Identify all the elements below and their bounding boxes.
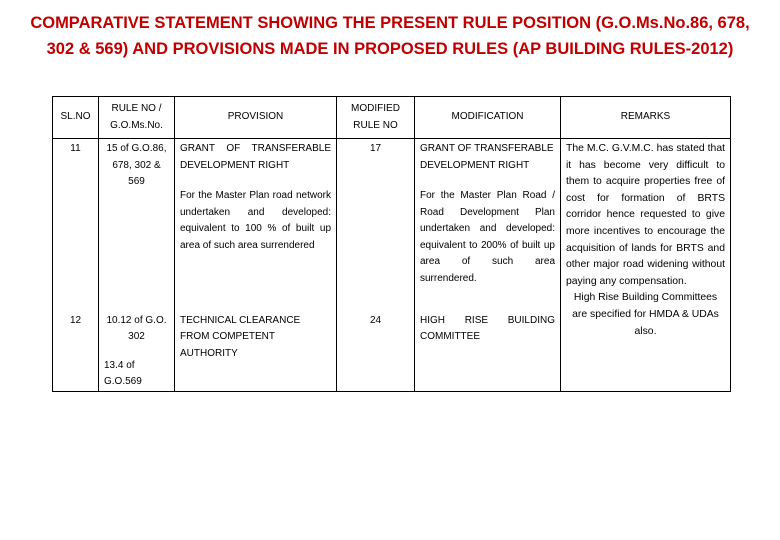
table-row (53, 139, 731, 305)
row-modified-rule-no: 24 (337, 305, 415, 392)
header-rule-no: RULE NO / G.O.Ms.No. (99, 97, 175, 139)
row-provision (175, 139, 337, 305)
header-sl-no: SL.NO (53, 97, 99, 139)
header-row (53, 97, 731, 139)
row-modification: HIGH RISE BUILDING COMMITTEE (415, 305, 561, 392)
document-title: COMPARATIVE STATEMENT SHOWING THE PRESENT RULE POSITION (G.O.Ms.No.86, 678, 302 & 569) AND PROVISIONS MADE IN PROPOSED RULES (AP BUILDING RULES-2012) (30, 14, 750, 58)
modification-body: For the Master Plan Road / Road Development Plan undertaken and developed: equivalent to 200% of built up area of such area surrendered. (420, 190, 555, 284)
row-rule-no (99, 305, 175, 392)
header-remarks: REMARKS (561, 97, 731, 139)
row-modification (415, 139, 561, 305)
row-sl-no: 11 (53, 139, 99, 305)
header-provision: PROVISION (175, 97, 337, 139)
provision-body: For the Master Plan road network undertaken and developed: equivalent to 100 % of built up area of such area surrendered (180, 190, 331, 251)
header-modified-rule-no: MODIFIED RULE NO (337, 97, 415, 139)
row-sl-no: 12 (53, 305, 99, 392)
header-modification: MODIFICATION (415, 97, 561, 139)
rule-no-1: 10.12 of G.O. 302 (106, 314, 167, 342)
modification-heading: GRANT OF TRANSFERABLE DEVELOPMENT RIGHT (420, 143, 554, 171)
row-provision: TECHNICAL CLEARANCE FROM COMPETENT AUTHORITY (175, 305, 337, 392)
remarks-text-1: The M.C. G.V.M.C. has stated that it has become very difficult to them to acquire properties free of cost for formation of BRTS corridor hence requested to give more incentives to encourage the acquisition of lands for BRTS and other major road widening without paying any compensation. (566, 143, 725, 287)
remarks-text-2: High Rise Building Committees are specified for HMDA & UDAs also. (572, 292, 719, 337)
row-rule-no: 15 of G.O.86, 678, 302 & 569 (99, 139, 175, 305)
row-remarks (561, 139, 731, 392)
comparative-table (52, 96, 731, 392)
rule-no-2: 13.4 of G.O.569 (104, 359, 142, 387)
provision-heading: GRANT OF TRANSFERABLE DEVELOPMENT RIGHT (180, 143, 331, 171)
row-modified-rule-no: 17 (337, 139, 415, 305)
